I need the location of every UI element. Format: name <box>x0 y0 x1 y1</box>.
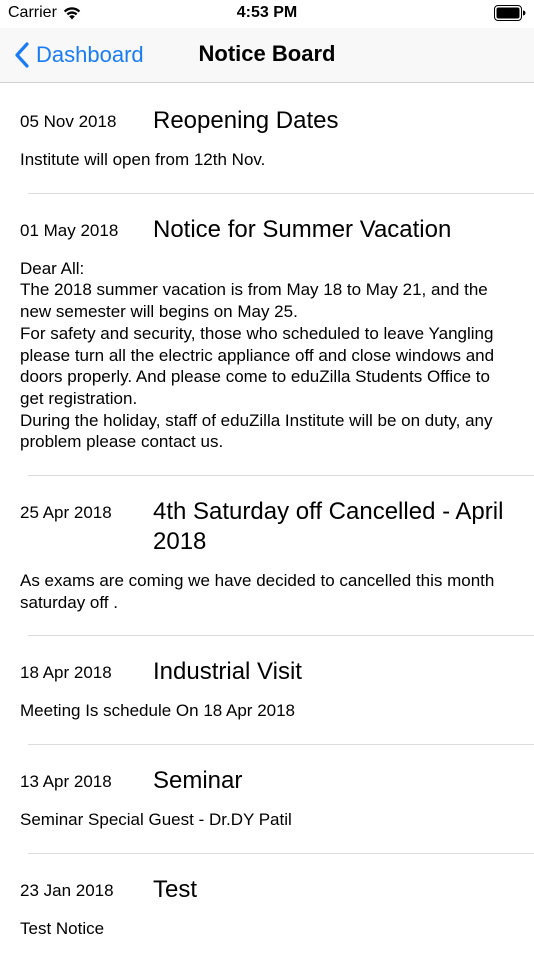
notice-body: Institute will open from 12th Nov. <box>20 150 266 169</box>
notice-title: Notice for Summer Vacation <box>153 215 452 243</box>
notice-item[interactable] <box>0 475 534 635</box>
carrier-label: Carrier <box>8 4 57 21</box>
navigation-bar <box>0 28 534 83</box>
notice-date: 05 Nov 2018 <box>20 112 117 131</box>
notice-item[interactable] <box>0 853 534 962</box>
notice-title: 4th Saturday off Cancelled - April 2018 <box>153 498 504 556</box>
notice-body: Seminar Special Guest - Dr.DY Patil <box>20 810 292 830</box>
page-title: Notice Board <box>198 41 336 66</box>
back-button-label: Dashboard <box>36 42 144 67</box>
notice-title: Seminar <box>153 767 243 795</box>
notice-item[interactable] <box>0 744 534 853</box>
notice-date: 13 Apr 2018 <box>20 772 112 792</box>
status-bar <box>0 0 534 28</box>
notice-body: As exams are coming we have decided to cancelled this month saturday off . <box>20 571 495 612</box>
notice-date: 25 Apr 2018 <box>20 503 112 523</box>
notice-date: 23 Jan 2018 <box>20 880 114 900</box>
notice-title: Test <box>153 875 198 903</box>
notice-body: Meeting Is schedule On 18 Apr 2018 <box>20 701 296 721</box>
notice-title: Industrial Visit <box>153 658 302 686</box>
status-time: 4:53 PM <box>236 4 298 21</box>
notice-item[interactable] <box>0 84 534 193</box>
notice-title: Reopening Dates <box>153 107 339 134</box>
notice-date: 18 Apr 2018 <box>20 663 112 683</box>
notice-item[interactable] <box>0 635 534 744</box>
notice-list <box>0 84 534 962</box>
notice-date: 01 May 2018 <box>20 220 119 240</box>
notice-body: Test Notice <box>20 918 105 938</box>
notice-body: Dear All: The 2018 summer vacation is from May 18 to May 21, and the new semester will begins on May 25. For safety and security, those who scheduled to leave Yangling please turn all the electric appliance off and close windows and doors properly. And please come to eduZilla Students Office to get registration. During the holiday, staff of eduZilla Institute will be on duty, any problem please contact us. <box>20 258 495 452</box>
battery-icon <box>494 5 526 21</box>
notice-item[interactable] <box>0 193 534 475</box>
